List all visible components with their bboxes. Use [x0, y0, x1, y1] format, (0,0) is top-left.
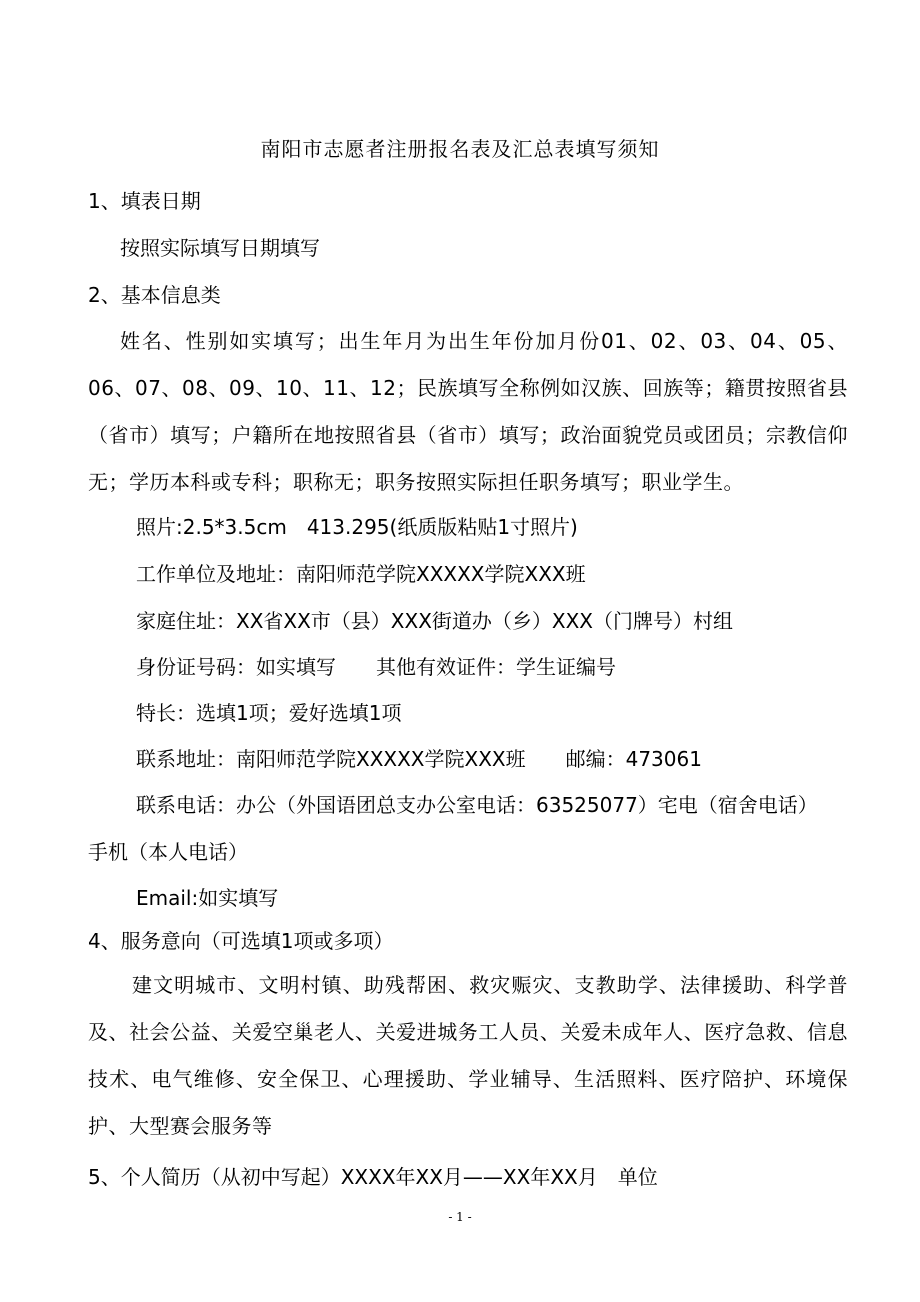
section-1-heading: 1、填表日期	[88, 189, 201, 213]
section-2-heading: 2、基本信息类	[88, 283, 221, 307]
section-4-heading: 4、服务意向（可选填1项或多项）	[88, 929, 394, 953]
email-line: Email:如实填写	[136, 886, 279, 910]
work-unit-line: 工作单位及地址：南阳师范学院XXXXX学院XXX班	[136, 562, 586, 586]
home-address-line: 家庭住址：XX省XX市（县）XXX街道办（乡）XXX（门牌号）村组	[136, 609, 734, 633]
phone-line: 联系电话：办公（外国语团总支办公室电话：63525077）宅电（宿舍电话）	[136, 793, 818, 817]
section-1-text: 按照实际填写日期填写	[120, 236, 320, 260]
section-2-paragraph: 姓名、性别如实填写；出生年月为出生年份加月份01、02、03、04、05、06、07、08、09、10、11、12；民族填写全称例如汉族、回族等；籍贯按照省县（省市）填写；户籍所在地按照省县（省市）填写；政治面貌党员或团员；宗教信仰无；学历本科或专科；职称无；职务按照实际担任职务填写；职业学生。	[88, 329, 848, 494]
photo-line: 照片:2.5*3.5cm 413.295(纸质版粘贴1寸照片)	[136, 515, 578, 539]
id-number-line: 身份证号码：如实填写 其他有效证件：学生证编号	[136, 655, 616, 679]
page-title: 南阳市志愿者注册报名表及汇总表填写须知	[260, 137, 660, 161]
specialty-line: 特长：选填1项；爱好选填1项	[136, 701, 402, 725]
mobile-line: 手机（本人电话）	[88, 840, 248, 864]
section-4-paragraph: 建文明城市、文明村镇、助残帮困、救灾赈灾、支教助学、法律援助、科学普及、社会公益、关爱空巢老人、关爱进城务工人员、关爱未成年人、医疗急救、信息技术、电气维修、安全保卫、心理援助、学业辅导、生活照料、医疗陪护、环境保护、大型赛会服务等	[88, 973, 848, 1138]
contact-address-line: 联系地址：南阳师范学院XXXXX学院XXX班 邮编：473061	[136, 747, 702, 771]
section-5-heading: 5、个人简历（从初中写起）XXXX年XX月——XX年XX月 单位	[88, 1165, 658, 1189]
page-number: - 1 -	[448, 1210, 472, 1224]
